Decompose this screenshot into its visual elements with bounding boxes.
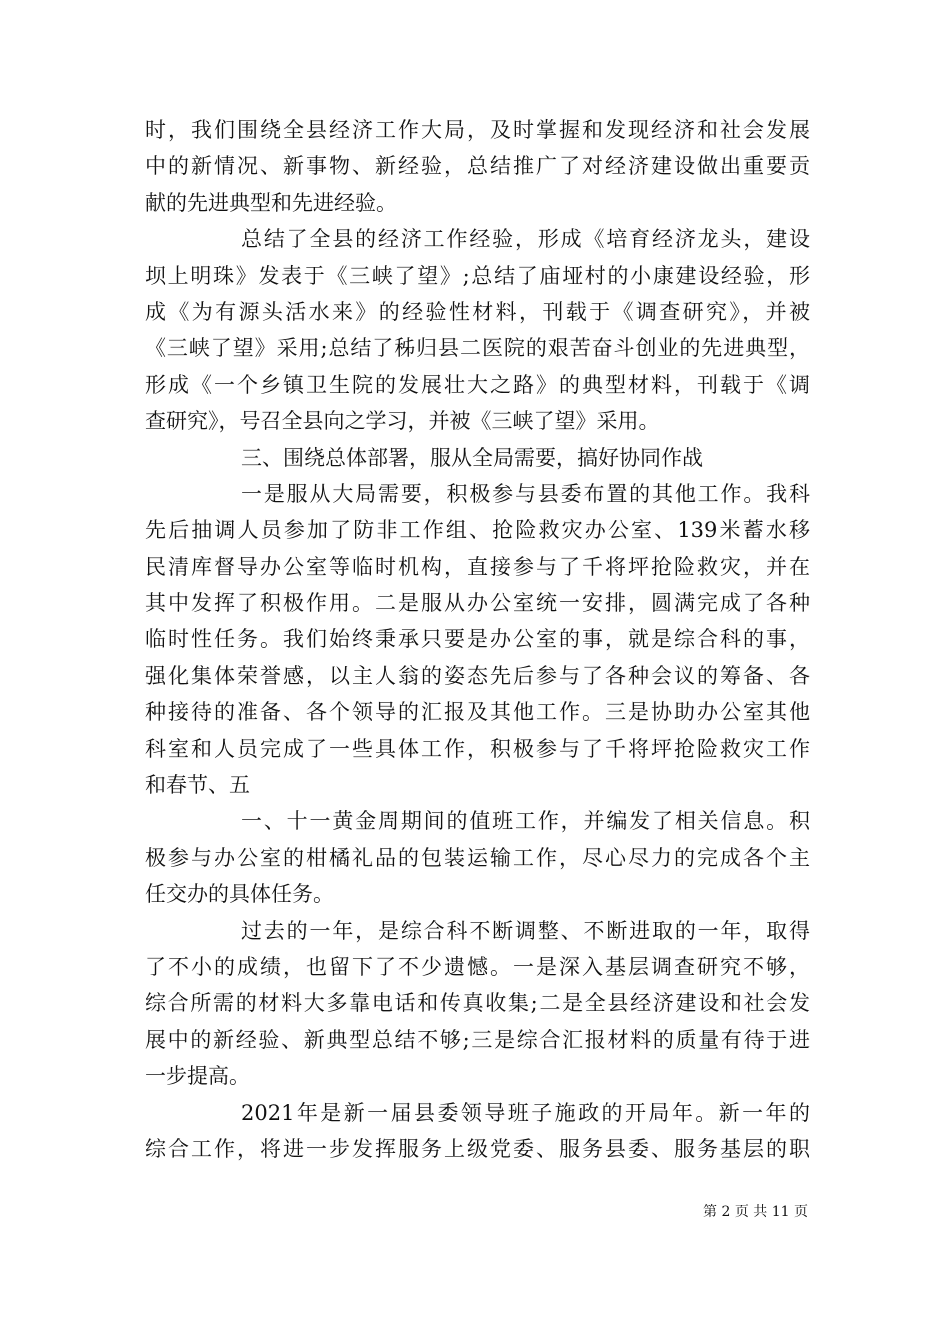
text-line: 形成《一个乡镇卫生院的发展壮大之路》的典型材料，刊载于《调 <box>145 372 810 397</box>
text-line: 和春节、五 <box>145 773 250 798</box>
text-line: 一是服从大局需要，积极参与县委布置的其他工作。我科 <box>241 481 810 506</box>
text-line: 先后抽调人员参加了防非工作组、抢险救灾办公室、139米蓄水移 <box>145 518 810 543</box>
text-line: 强化集体荣誉感，以主人翁的姿态先后参与了各种会议的筹备、各 <box>145 663 810 688</box>
paragraph <box>145 803 810 912</box>
text-line: 一步提高。 <box>145 1064 250 1089</box>
text-line: 中的新情况、新事物、新经验，总结推广了对经济建设做出重要贡 <box>145 154 810 179</box>
text-line: 种接待的准备、各个领导的汇报及其他工作。三是协助办公室其他 <box>145 700 810 725</box>
text-line: 坝上明珠》发表于《三峡了望》;总结了庙垭村的小康建设经验，形 <box>145 263 810 288</box>
section-heading <box>145 440 810 476</box>
text-line: 过去的一年，是综合科不断调整、不断进取的一年，取得 <box>241 918 810 943</box>
text-line: 献的先进典型和先进经验。 <box>145 190 397 215</box>
text-line: 综合工作，将进一步发挥服务上级党委、服务县委、服务基层的职 <box>145 1136 810 1161</box>
text-line: 科室和人员完成了一些具体工作，积极参与了千将坪抢险救灾工作 <box>145 736 810 761</box>
text-line: 查研究》，号召全县向之学习，并被《三峡了望》采用。 <box>145 409 660 434</box>
text-line: 展中的新经验、新典型总结不够;三是综合汇报材料的质量有待于进 <box>145 1027 810 1052</box>
text-line: 极参与办公室的柑橘礼品的包装运输工作，尽心尽力的完成各个主 <box>145 845 810 870</box>
text-line: 《三峡了望》采用;总结了秭归县二医院的艰苦奋斗创业的先进典型， <box>145 336 810 361</box>
text-line: 其中发挥了积极作用。二是服从办公室统一安排，圆满完成了各种 <box>145 591 810 616</box>
paragraph <box>145 476 810 804</box>
paragraph <box>145 913 810 1095</box>
paragraph <box>145 221 810 439</box>
text-line: 临时性任务。我们始终秉承只要是办公室的事，就是综合科的事， <box>145 627 810 652</box>
text-line: 2021年是新一届县委领导班子施政的开局年。新一年的 <box>241 1100 810 1125</box>
document-body <box>145 112 810 1167</box>
text-line: 综合所需的材料大多靠电话和传真收集;二是全县经济建设和社会发 <box>145 991 810 1016</box>
text-line: 成《为有源头活水来》的经验性材料，刊载于《调查研究》，并被 <box>145 299 810 324</box>
text-line: 一、十一黄金周期间的值班工作，并编发了相关信息。积 <box>241 809 810 834</box>
text-line: 民清库督导办公室等临时机构，直接参与了千将坪抢险救灾，并在 <box>145 554 810 579</box>
text-line: 时，我们围绕全县经济工作大局，及时掌握和发现经济和社会发展 <box>145 118 810 142</box>
page-number: 第 2 页 共 11 页 <box>703 1204 808 1220</box>
text-line: 了不小的成绩，也留下了不少遗憾。一是深入基层调查研究不够， <box>145 954 810 979</box>
paragraph <box>145 1095 810 1168</box>
paragraph <box>145 112 810 221</box>
text-line: 总结了全县的经济工作经验，形成《培育经济龙头，建设 <box>241 227 810 252</box>
text-line: 任交办的具体任务。 <box>145 882 334 907</box>
text-line: 三、围绕总体部署，服从全局需要，搞好协同作战 <box>241 445 703 470</box>
